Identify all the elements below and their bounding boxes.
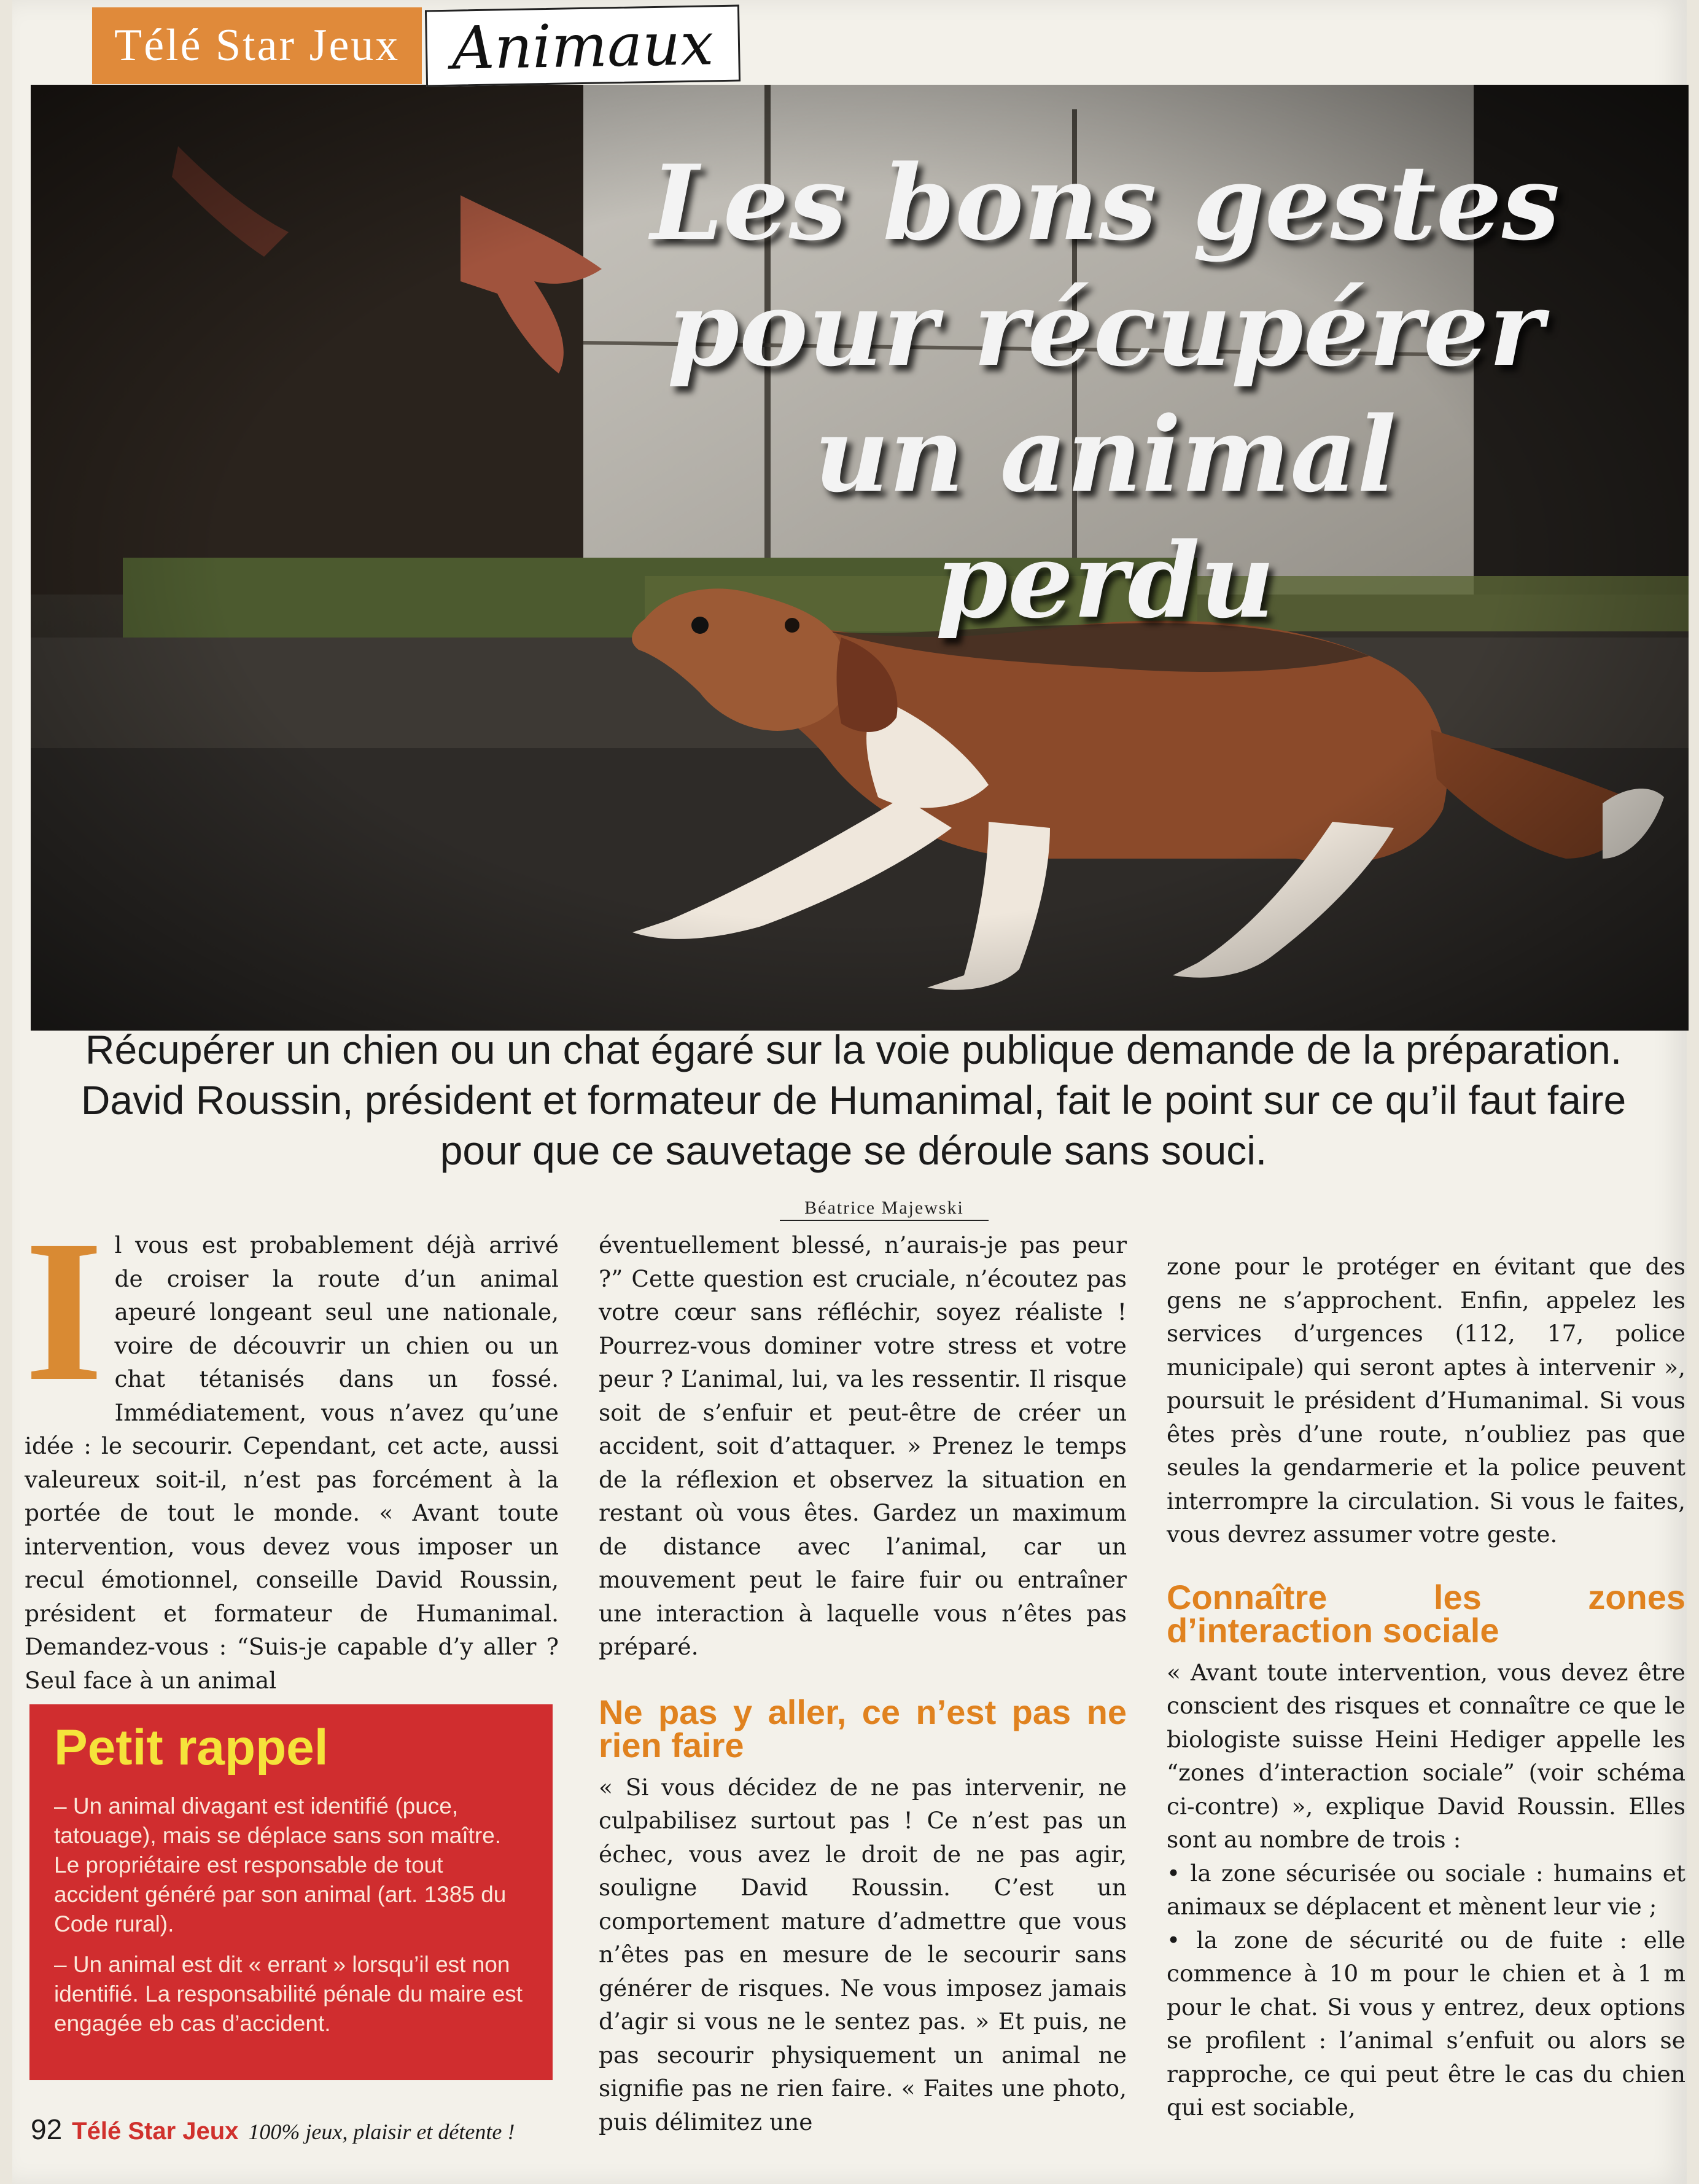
magazine-brand-tab: Télé Star Jeux [92, 7, 422, 84]
footer-brand: Télé Star Jeux [72, 2118, 239, 2145]
subheading: Connaître les zones d’interaction sociale [1167, 1577, 1685, 1650]
article-title: Les bons gestes pour récupérer un animal perdu [650, 142, 1560, 641]
article-column-2 [599, 1228, 1127, 2139]
drop-cap: I [25, 1199, 104, 1423]
page-number: 92 [31, 2113, 63, 2145]
article-byline: Béatrice Majewski [780, 1198, 989, 1221]
hero-photo [31, 85, 1689, 1031]
article-column-3 [1167, 1250, 1685, 2124]
paragraph: éventuellement blessé, n’aurais-je pas peur ?” Cette question est cruciale, n’écoutez pas votre cœur sans réfléchir, soyez réaliste ! Pourrez-vous dominer votre stress et votre peur ? L’animal, lui, va les ressentir. Il risque soit de s’enfuir et peut-être de créer un accident, soit d’attaquer. » Prenez le temps de la réflexion et observez la situation en restant où vous êtes. Gardez un maximum de distance avec l’animal, car un mouvement peut le faire fuir ou entraîner une interaction à laquelle vous n’êtes pas préparé. [599, 1231, 1127, 1660]
article-column-1 [25, 1199, 559, 1697]
bullet-item: • la zone de sécurité ou de fuite : elle commence à 10 m pour le chien et à 1 m pour le chat. Si vous y entrez, deux options se profilent : l’animal s’enfuit ou alors se rapproche, ce qui peut être le cas du chien qui est sociable, [1167, 1926, 1685, 2121]
sidebar-box-paragraph: – Un animal divagant est identifié (puce, tatouage), mais se déplace sans son maître. Le propriétaire est responsable de tout accident généré par son animal (art. 1385 du Code rural). [54, 1793, 507, 1936]
bullet-item: • la zone sécurisée ou sociale : humains et animaux se déplacent et mènent leur vie ; [1167, 1859, 1685, 1920]
sidebar-box-petit-rappel [29, 1704, 553, 2080]
page-footer [31, 2113, 515, 2150]
footer-tagline: 100% jeux, plaisir et détente ! [248, 2120, 515, 2144]
paragraph: « Avant toute intervention, vous devez être conscient des risques et connaître ce que le biologiste suisse Heini Hediger appelle les “zones d’interaction sociale” (voir schéma ci-contre) », explique David Roussin. Elles sont au nombre de trois : [1167, 1658, 1685, 1853]
section-header [92, 7, 740, 84]
paragraph: « Si vous décidez de ne pas intervenir, ne culpabilisez surtout pas ! Ce n’est pas un échec, vous avez le droit de ne pas agir, souligne David Roussin. C’est un comportement mature d’admettre que vous n’êtes pas en mesure de le secourir sans générer de risques. Ne vous imposez jamais d’agir si vous ne le sentez pas. » Et puis, ne pas secourir physiquement un animal ne signifie pas ne rien faire. « Faites une photo, puis délimitez une [599, 1773, 1127, 2135]
paragraph: l vous est probablement déjà arrivé de croiser la route d’un animal apeuré longeant seul une nationale, voire de découvrir un chien ou un chat tétanisés dans un fossé. Immédiatement, vous n’avez qu’une idée : le secourir. Cependant, cet acte, aussi valeureux soit-il, n’est pas forcément à la portée de tout le monde. « Avant toute intervention, vous devez vous imposer un recul émotionnel, conseille David Roussin, président et formateur de Humanimal. Demandez-vous : “Suis-je capable d’y aller ? Seul face à un animal [25, 1231, 559, 1694]
subheading: Ne pas y aller, ce n’est pas ne rien faire [599, 1692, 1127, 1765]
article-standfirst: Récupérer un chien ou un chat égaré sur la voie publique demande de la préparation. David Roussin, président et formateur de Humanimal, fait le point sur ce qu’il faut faire pour que ce sauvetage se déroule sans souci. [80, 1027, 1627, 1173]
sidebar-box-paragraph: – Un animal est dit « errant » lorsqu’il est non identifié. La responsabilité pénale du maire est engagée eb cas d’accident. [54, 1952, 523, 2036]
section-topic-label: Animaux [425, 5, 741, 87]
sidebar-box-title: Petit rappel [54, 1720, 329, 1776]
paragraph: zone pour le protéger en évitant que des gens ne s’approchent. Enfin, appelez les services d’urgences (112, 17, police municipale) qui seront aptes à intervenir », poursuit le président d’Humanimal. Si vous êtes près d’une route, n’oubliez pas que seules la gendarmerie et la police peuvent interrompre la circulation. Si vous le faites, vous devrez assumer votre geste. [1167, 1253, 1685, 1548]
